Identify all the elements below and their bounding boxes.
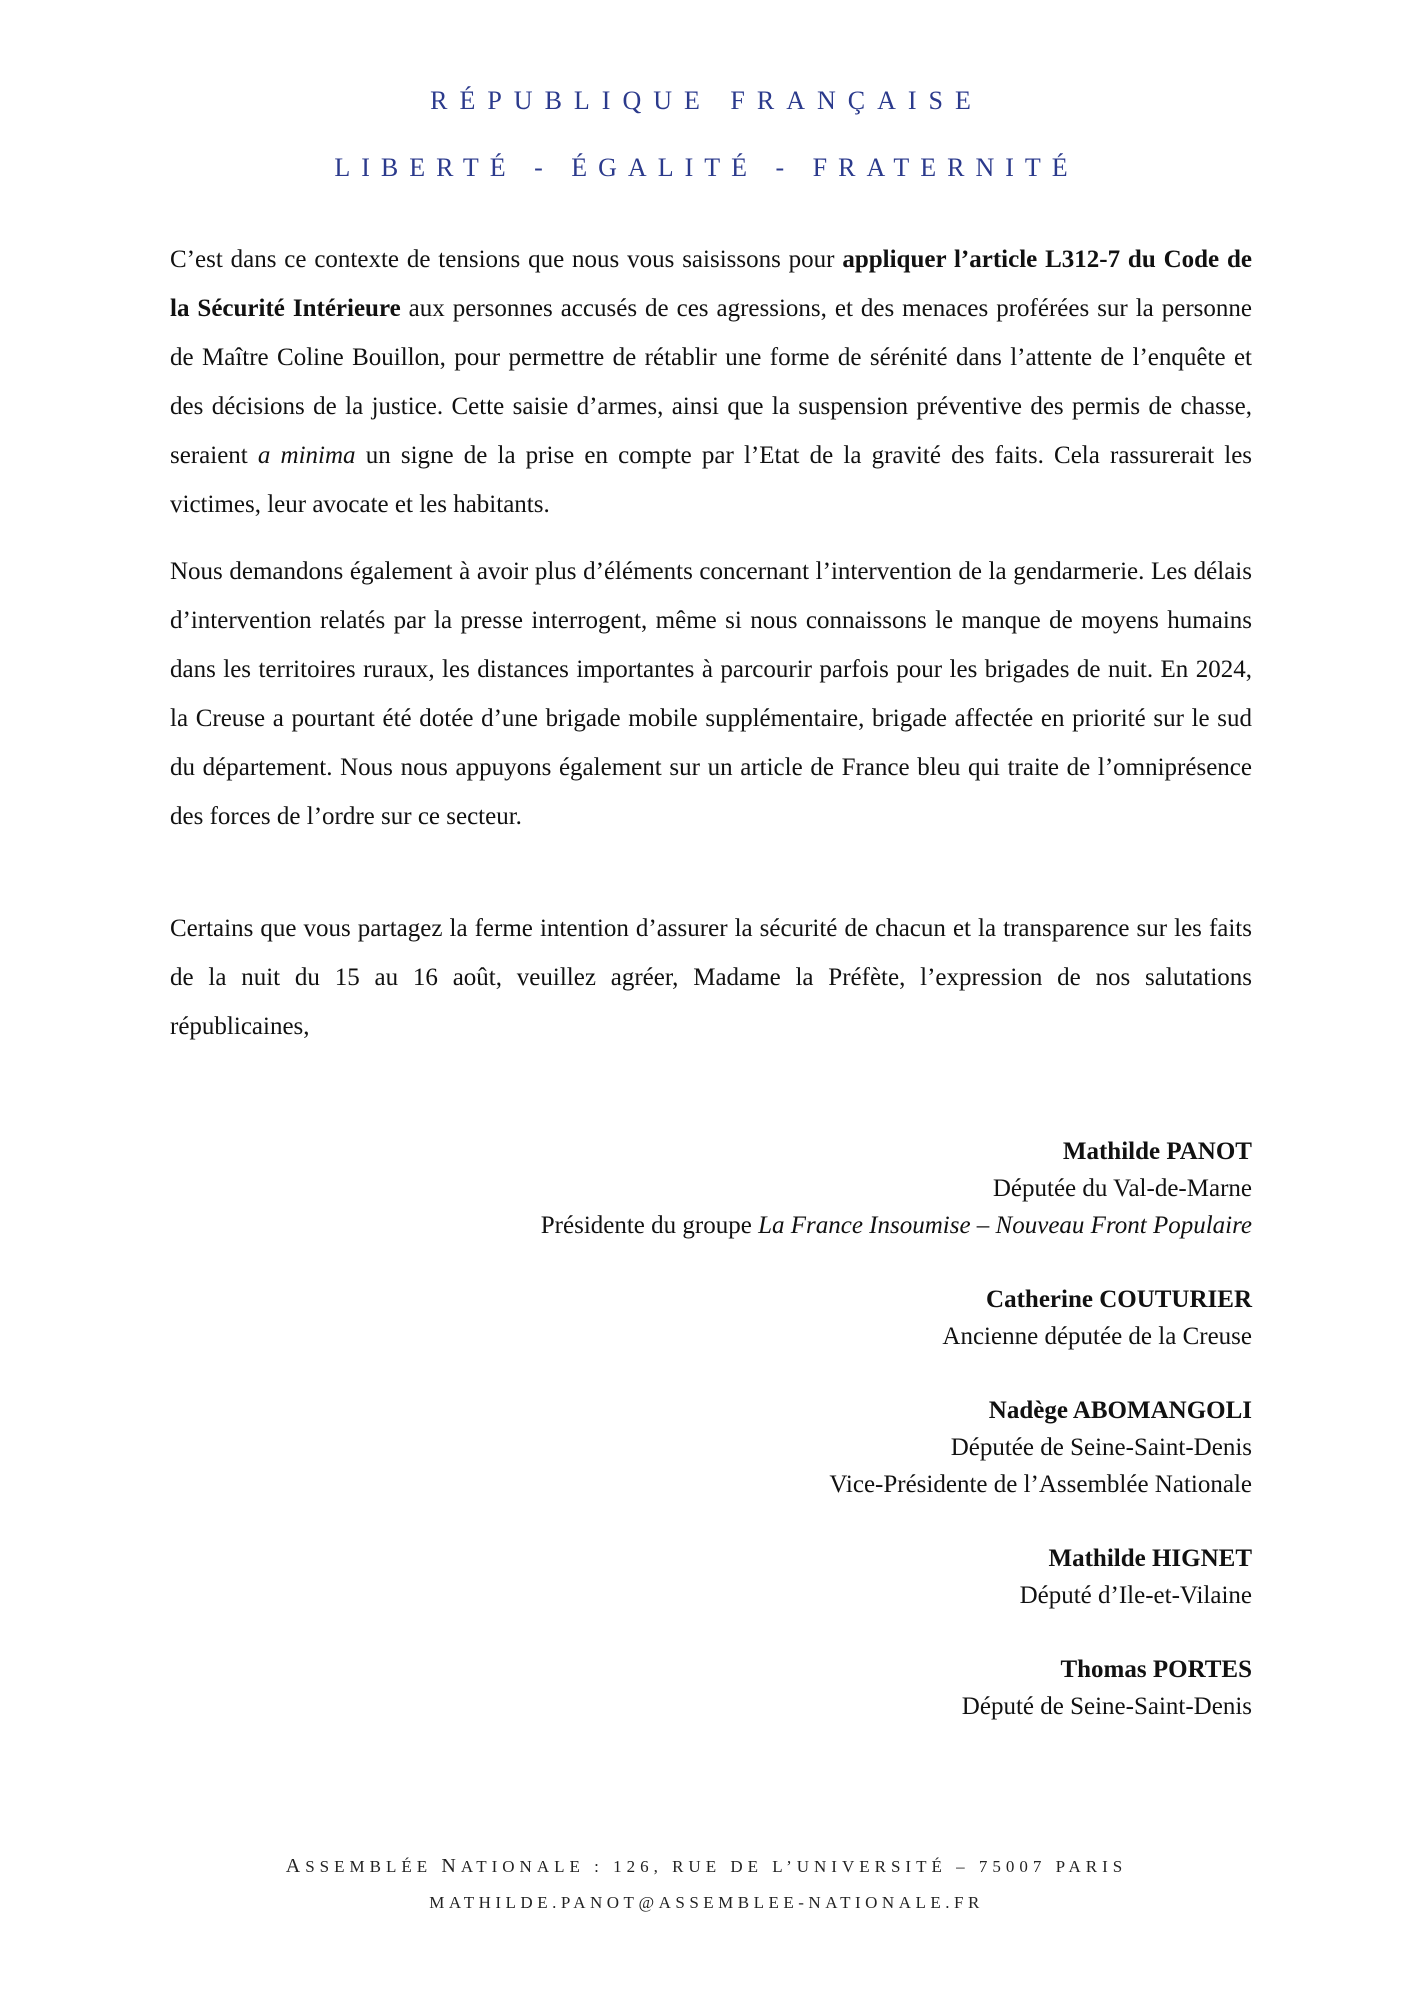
paragraph-1-italic: a minima bbox=[257, 442, 356, 469]
motto-header: LIBERTÉ - ÉGALITÉ - FRATERNITÉ bbox=[334, 153, 1079, 182]
signatory-role-2-prefix: Présidente du groupe bbox=[540, 1212, 759, 1239]
signatory-name: Mathilde HIGNET bbox=[1048, 1545, 1252, 1572]
republic-header: RÉPUBLIQUE FRANÇAISE bbox=[430, 86, 983, 115]
signature-couturier bbox=[352, 1281, 1252, 1355]
signatory-name: Thomas PORTES bbox=[1060, 1656, 1252, 1683]
signature-abomangoli bbox=[352, 1392, 1252, 1503]
signatory-role-2 bbox=[352, 1207, 1252, 1244]
paragraph-1-text-b: aux personnes accusés de ces agressions, et des menaces proférées sur la personne de Maître Coline Bouillon, pour permettre de rétablir une forme de sérénité dans l’attente de l’enquête et des décisions de la justice. Cette saisie d’armes, ainsi que la suspension préventive des permis de chasse, seraient bbox=[170, 295, 1252, 469]
paragraph-3: Certains que vous partagez la ferme intention d’assurer la sécurité de chacun et la transparence sur les faits de la nuit du 15 au 16 août, veuillez agréer, Madame la Préfète, l’expression de nos salutations républicaines, bbox=[170, 915, 1252, 1040]
signatory-role: Députée de Seine-Saint-Denis bbox=[950, 1434, 1252, 1461]
signatory-name: Mathilde PANOT bbox=[1062, 1138, 1252, 1165]
signatory-role: Ancienne députée de la Creuse bbox=[942, 1323, 1252, 1350]
signature-panot bbox=[352, 1133, 1252, 1244]
footer-initial-a: A bbox=[285, 1855, 306, 1877]
paragraph-1 bbox=[170, 235, 1252, 529]
paragraph-1-bold: appliquer l’article L312-7 du Code de la Sécurité Intérieure bbox=[170, 246, 1252, 322]
paragraph-1-text-c: un signe de la prise en compte par l’Etat de la gravité des faits. Cela rassurerait les victimes, leur avocate et les habitants. bbox=[170, 442, 1253, 518]
footer-address bbox=[0, 1855, 1413, 1878]
footer-email: MATHILDE.PANOT@ASSEMBLEE-NATIONALE.FR bbox=[429, 1893, 984, 1912]
signature-block bbox=[352, 1133, 1252, 1762]
signature-hignet bbox=[352, 1540, 1252, 1614]
signatory-role-2: Vice-Présidente de l’Assemblée Nationale bbox=[829, 1471, 1252, 1498]
signatory-name: Nadège ABOMANGOLI bbox=[988, 1397, 1252, 1424]
footer-text-n: ATIONALE : 126, RUE DE L’UNIVERSITÉ – 75007 PARIS bbox=[460, 1857, 1128, 1876]
paragraph-1-text-a: C’est dans ce contexte de tensions que nous vous saisissons pour bbox=[170, 246, 843, 273]
signatory-role: Députée du Val-de-Marne bbox=[992, 1175, 1252, 1202]
group-name: La France Insoumise – Nouveau Front Populaire bbox=[758, 1212, 1252, 1239]
signatory-role: Député de Seine-Saint-Denis bbox=[961, 1693, 1252, 1720]
footer-initial-n: N bbox=[441, 1855, 461, 1877]
footer-text-a: SSEMBLÉE bbox=[305, 1857, 442, 1876]
signatory-name: Catherine COUTURIER bbox=[986, 1286, 1252, 1313]
paragraph-2: Nous demandons également à avoir plus d’éléments concernant l’intervention de la gendarmerie. Les délais d’intervention relatés par la presse interrogent, même si nous connaissons le manque de moyens humains dans les territoires ruraux, les distances importantes à parcourir parfois pour les brigades de nuit. En 2024, la Creuse a pourtant été dotée d’une brigade mobile supplémentaire, brigade affectée en priorité sur le sud du département. Nous nous appuyons également sur un article de France bleu qui traite de l’omniprésence des forces de l’ordre sur ce secteur. bbox=[170, 558, 1252, 830]
signature-portes bbox=[352, 1651, 1252, 1725]
signatory-role: Député d’Ile-et-Vilaine bbox=[1019, 1582, 1252, 1609]
